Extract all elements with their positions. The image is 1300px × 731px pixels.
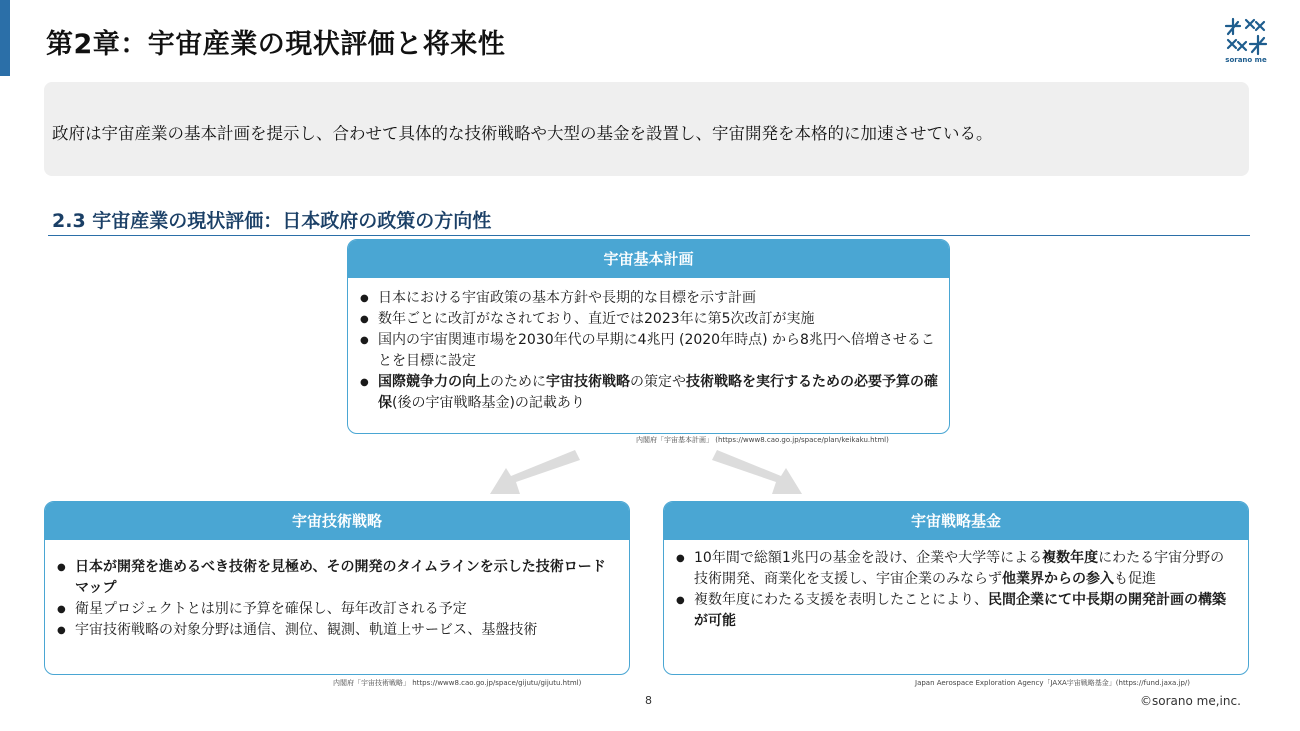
company-logo (1222, 14, 1270, 64)
page-number: 8 (645, 694, 652, 707)
source-citation-plan: 内閣府「宇宙基本計画」 (https://www8.cao.go.jp/space/plan/keikaku.html) (636, 436, 889, 444)
list-item: ● 複数年度にわたる支援を表明したことにより、民間企業にて中長期の開発計画の構築が可能 (668, 590, 1238, 632)
section-heading: 2.3 宇宙産業の現状評価：日本政府の政策の方向性 (52, 210, 492, 232)
title-accent-bar (0, 0, 10, 76)
summary-box (44, 82, 1249, 176)
list-item: ● 日本が開発を進めるべき技術を見極め、その開発のタイムラインを示した技術ロードマップ (49, 557, 619, 599)
list-item: ● 衛星プロジェクトとは別に予算を確保し、毎年改訂される予定 (49, 599, 619, 620)
source-citation-tech: 内閣府「宇宙技術戦略」 https://www8.cao.go.jp/space/gijutu/gijutu.html) (333, 679, 582, 687)
source-citation-fund: Japan Aerospace Exploration Agency「JAXA宇宙戦略基金」(https://fund.jaxa.jp/) (915, 679, 1191, 687)
list-item: ● 10年間で総額1兆円の基金を設け、企業や大学等による複数年度にわたる宇宙分野の技術開発、商業化を支援し、宇宙企業のみならず他業界からの参入も促進 (668, 548, 1238, 590)
card-space-technology-strategy (44, 501, 630, 675)
card-header: 宇宙戦略基金 (664, 502, 1248, 540)
summary-text: 政府は宇宙産業の基本計画を提示し、合わせて具体的な技術戦略や大型の基金を設置し、宇宙開発を本格的に加速させている。 (52, 124, 993, 143)
list-item: ● 国内の宇宙関連市場を2030年代の早期に4兆円 (2020年時点) から8兆円へ倍増させることを目標に設定 (352, 330, 939, 372)
bullet-list (45, 540, 629, 641)
card-space-basic-plan (347, 239, 950, 434)
bullet-list (664, 540, 1248, 632)
list-item: ● 数年ごとに改訂がなされており、直近では2023年に第5次改訂が実施 (352, 309, 939, 330)
card-space-strategy-fund (663, 501, 1249, 675)
arrow-down-left-icon (486, 446, 586, 502)
list-item: ● 国際競争力の向上のために宇宙技術戦略の策定や技術戦略を実行するための必要予算の確保(後の宇宙戦略基金)の記載あり (352, 372, 939, 414)
logo-mark-icon (1222, 14, 1270, 56)
page-title: 第2章：宇宙産業の現状評価と将来性 (46, 29, 506, 60)
copyright-text: ©sorano me,inc. (1140, 694, 1241, 708)
card-header: 宇宙技術戦略 (45, 502, 629, 540)
list-item: ● 宇宙技術戦略の対象分野は通信、測位、観測、軌道上サービス、基盤技術 (49, 620, 619, 641)
bullet-list (348, 278, 949, 414)
card-header: 宇宙基本計画 (348, 240, 949, 278)
list-item: ● 日本における宇宙政策の基本方針や長期的な目標を示す計画 (352, 288, 939, 309)
section-divider (48, 235, 1250, 236)
logo-text: sorano me (1225, 56, 1267, 64)
arrow-down-right-icon (706, 446, 806, 502)
